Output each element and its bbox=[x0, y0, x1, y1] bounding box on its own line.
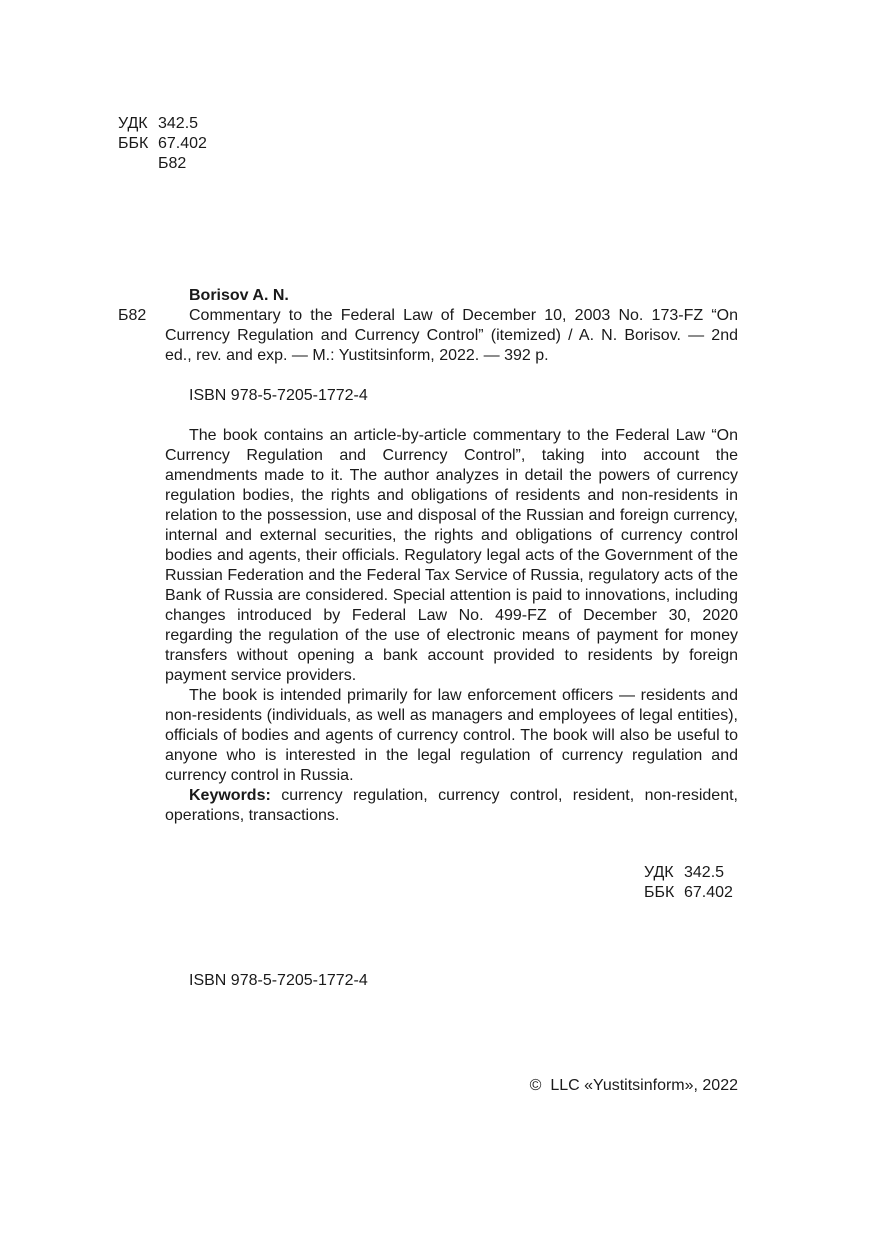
isbn-bottom: ISBN 978-5-7205-1772-4 bbox=[189, 972, 368, 989]
abstract-paragraph-1: The book contains an article-by-article commentary to the Federal Law “On Currency Regulation and Currency Control”, taking into account the amendments made to it. The author analyzes in detail the powers of currency regulation bodies, the rights and obligations of residents and non-residents in relation to the possession, use and disposal of the Russian and foreign currency, internal and external securities, the rights and obligations of currency control bodies and agents, their officials. Regulatory legal acts of the Government of the Russian Federation and the Federal Tax Service of Russia, regulatory acts of the Bank of Russia are considered. Special attention is paid to innovations, including changes introduced by Federal Law No. 499-FZ of December 30, 2020 regarding the regulation of the use of electronic means of payment for money transfers without opening a bank account provided to residents by foreign payment service providers. bbox=[165, 427, 738, 684]
keywords-paragraph bbox=[165, 786, 738, 826]
author-mark-top: Б82 bbox=[158, 155, 187, 172]
copyright: © LLC «Yustitsinform», 2022 bbox=[529, 1077, 738, 1094]
udk-label-bottom: УДК bbox=[644, 864, 674, 881]
keywords-label: Keywords: bbox=[189, 787, 271, 804]
bbk-line-bottom bbox=[644, 883, 733, 903]
bbk-value-bottom: 67.402 bbox=[684, 884, 733, 901]
bbk-label: ББК bbox=[118, 135, 149, 152]
udk-value-bottom: 342.5 bbox=[684, 864, 725, 881]
abstract-paragraph-2: The book is intended primarily for law enforcement officers — residents and non-residents (individuals, as well as managers and employees of legal entities), officials of bodies and agents of currency control. The book will also be useful to anyone who is interested in the legal regulation of currency regulation and currency control in Russia. bbox=[165, 687, 738, 784]
author-heading: Borisov A. N. bbox=[189, 287, 289, 304]
record-isbn: ISBN 978-5-7205-1772-4 bbox=[189, 387, 368, 404]
bbk-line bbox=[118, 134, 207, 154]
keywords-text: currency regulation, currency control, resident, non-resident, operations, transactions. bbox=[165, 787, 738, 824]
bbk-value: 67.402 bbox=[158, 135, 207, 152]
classification-block-bottom bbox=[644, 863, 733, 903]
udk-line-bottom bbox=[644, 863, 733, 883]
bbk-label-bottom: ББК bbox=[644, 884, 675, 901]
udk-label: УДК bbox=[118, 115, 148, 132]
abstract bbox=[165, 426, 738, 826]
udk-value: 342.5 bbox=[158, 115, 199, 132]
udk-line bbox=[118, 114, 207, 134]
bibliographic-description: Commentary to the Federal Law of December 10, 2003 No. 173-FZ “On Currency Regulation and Currency Control” (itemized) / A. N. Borisov. — 2nd ed., rev. and exp. — M.: Yustitsinform, 2022. — 392 p. bbox=[165, 307, 738, 364]
author-mark-line bbox=[118, 154, 207, 174]
classification-block-top bbox=[118, 114, 207, 174]
author-mark-record: Б82 bbox=[118, 307, 147, 324]
